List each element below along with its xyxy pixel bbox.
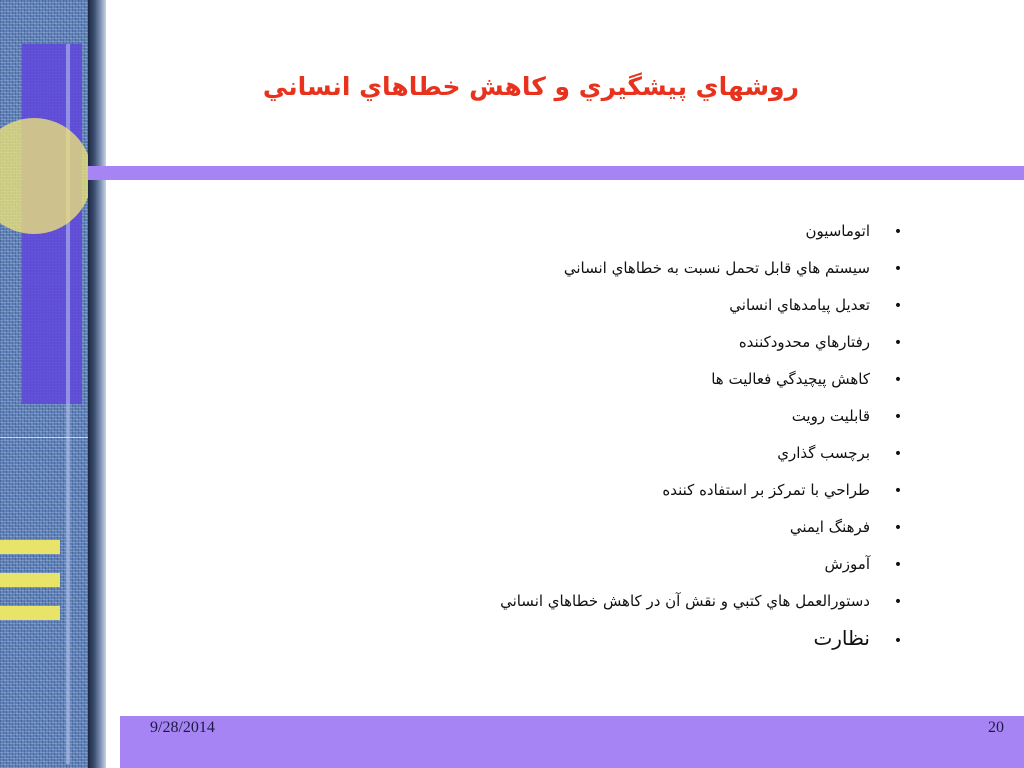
list-item-text: قابليت رويت — [791, 407, 870, 425]
list-item — [500, 512, 906, 549]
decorative-yellow-circle — [0, 118, 88, 234]
list-item — [500, 253, 906, 290]
bullet-icon: • — [893, 372, 903, 388]
decorative-yellow-bar — [0, 540, 60, 554]
bullet-icon: • — [893, 594, 903, 610]
bullet-icon: • — [893, 483, 903, 499]
list-item — [500, 401, 906, 438]
decorative-yellow-bar — [0, 573, 60, 587]
bullet-icon: • — [893, 261, 903, 277]
list-item-text: طراحي با تمركز بر استفاده كننده — [662, 481, 870, 499]
list-item — [500, 327, 906, 364]
title-divider-bar — [88, 166, 1024, 180]
list-item-text: برچسب گذاري — [777, 444, 870, 462]
bullet-icon: • — [893, 335, 903, 351]
bullet-icon: • — [893, 633, 903, 649]
footer-date: 9/28/2014 — [150, 719, 215, 736]
list-item-text: اتوماسيون — [805, 222, 870, 240]
bullet-list — [500, 216, 906, 660]
list-item-text: كاهش پيچيدگي فعاليت ها — [711, 370, 870, 388]
list-item — [500, 216, 906, 253]
bullet-icon: • — [893, 446, 903, 462]
list-item-text: تعديل پيامدهاي انساني — [729, 296, 870, 314]
list-item — [500, 438, 906, 475]
list-item-text: رفتارهاي محدودكننده — [738, 333, 870, 351]
slide-number: 20 — [988, 719, 1004, 736]
list-item — [500, 623, 906, 660]
bullet-icon: • — [893, 298, 903, 314]
bullet-icon: • — [893, 224, 903, 240]
decorative-yellow-bar — [0, 606, 60, 620]
decorative-side-strip — [0, 0, 88, 768]
list-item-text: دستورالعمل هاي كتبي و نقش آن در كاهش خطاهاي انساني — [500, 592, 870, 610]
bullet-icon: • — [893, 409, 903, 425]
list-item — [500, 586, 906, 623]
decorative-divider — [0, 437, 88, 438]
list-item-text: فرهنگ ايمني — [789, 518, 870, 536]
list-item — [500, 364, 906, 401]
list-item-text: آموزش — [824, 555, 870, 573]
list-item — [500, 549, 906, 586]
bullet-icon: • — [893, 520, 903, 536]
slide-title: روشهاي پيشگيري و كاهش خطاهاي انساني — [262, 72, 799, 101]
bullet-icon: • — [893, 557, 903, 573]
list-item — [500, 475, 906, 512]
list-item-text: سيستم هاي قابل تحمل نسبت به خطاهاي انساني — [563, 259, 870, 277]
footer-bar — [120, 716, 1024, 768]
list-item — [500, 290, 906, 327]
decorative-strip-shadow — [88, 0, 106, 768]
list-item-text: نظارت — [813, 626, 870, 650]
